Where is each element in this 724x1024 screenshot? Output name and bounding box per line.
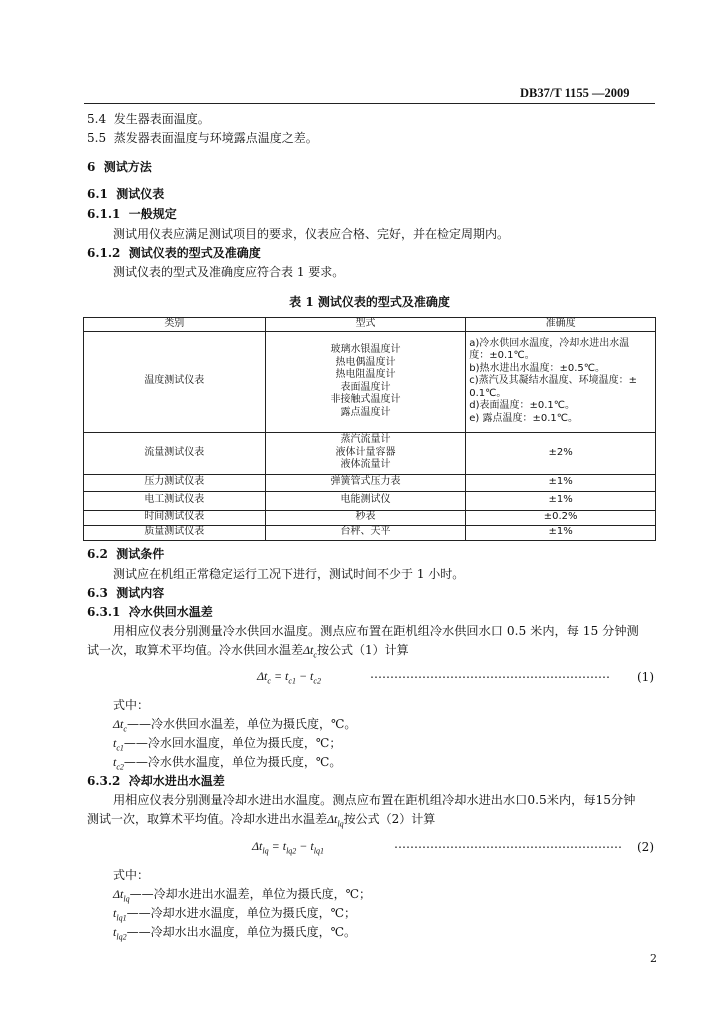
clause-5-4: 5.4 发生器表面温度。: [87, 112, 210, 126]
category-cell: 压力测试仪表: [84, 474, 266, 491]
where-2-item: $\Delta t_{lq}——$冷却水进出水温差，单位为摄氏度，℃；: [113, 887, 372, 904]
header-category: 类别: [84, 318, 266, 332]
accuracy-cell: ±1%: [466, 525, 656, 540]
section-6-3-2-heading: 6.3.2 冷却水进出水温差: [87, 774, 225, 788]
section-6-3-heading: 6.3 测试内容: [87, 586, 165, 600]
page-number: 2: [650, 952, 657, 965]
equation-1-number: (1): [637, 670, 654, 684]
section-6-2-heading: 6.2 测试条件: [87, 547, 165, 561]
section-6-1-heading: 6.1 测试仪表: [87, 187, 165, 201]
accuracy-cell: ±1%: [466, 491, 656, 510]
accuracy-cell: a)冷水供回水温度，冷却水进出水温 度：±0.1℃。 b)热水进出水温度：±0.5℃。 c)蒸汽及其凝结水温度、环境温度：± 0.1℃。 d)表面温度：±0.1℃。 e) 露点温度：±0.1℃。: [466, 331, 656, 432]
type-cell: 电能测试仪: [265, 491, 466, 510]
clause-5-5: 5.5 蒸发器表面温度与环境露点温度之差。: [87, 131, 318, 145]
table-row: [84, 525, 656, 540]
paragraph-6-3-1-line2: 试一次，取算术平均值。冷水供回水温差$\Delta t_c$按公式（1）计算: [87, 643, 409, 660]
type-cell: 台秤、天平: [265, 525, 466, 540]
section-6-heading: 6 测试方法: [87, 160, 152, 174]
table-header-row: [84, 318, 656, 332]
paragraph-6-2: 测试应在机组正常稳定运行工况下进行，测试时间不少于 1 小时。: [113, 567, 465, 581]
table-row: [84, 474, 656, 491]
section-6-1-2-heading: 6.1.2 测试仪表的型式及准确度: [87, 246, 261, 260]
section-6-3-1-heading: 6.3.1 冷水供回水温差: [87, 605, 213, 619]
equation-2-number: (2): [637, 840, 654, 854]
category-cell: 流量测试仪表: [84, 432, 266, 474]
equation-2-leader: …………………………………………………: [394, 837, 622, 851]
table-row: [84, 432, 656, 474]
type-cell: 秒表: [265, 510, 466, 525]
header-rule: [84, 103, 655, 104]
section-6-1-1-heading: 6.1.1 一般规定: [87, 207, 177, 221]
header-type: 型式: [265, 318, 466, 332]
paragraph-6-3-1-line1: 用相应仪表分别测量冷水供回水温度。测点应布置在距机组冷水供回水口 0.5 米内，每 15 分钟测: [113, 624, 639, 638]
instrument-table: [83, 317, 656, 541]
accuracy-cell: ±2%: [466, 432, 656, 474]
where-1: 式中：: [113, 698, 150, 712]
category-cell: 质量测试仪表: [84, 525, 266, 540]
paragraph-6-3-2-line2: 测试一次，取算术平均值。冷却水进出水温差$\Delta t_{lq}$按公式（2）计算: [87, 812, 436, 829]
where-2-item: $t_{lq1}——$冷却水进水温度，单位为摄氏度，℃；: [113, 906, 357, 923]
table-row: [84, 510, 656, 525]
equation-1-leader: ……………………………………………………: [370, 667, 610, 681]
where-2-item: $t_{lq2}——$冷却水出水温度，单位为摄氏度，℃。: [113, 925, 357, 942]
type-cell: 玻璃水银温度计 热电偶温度计 热电阻温度计 表面温度计 非接触式温度计 露点温度计: [265, 331, 466, 432]
paragraph-6-1-1: 测试用仪表应满足测试项目的要求，仪表应合格、完好，并在检定周期内。: [113, 227, 510, 241]
category-cell: 电工测试仪表: [84, 491, 266, 510]
table-row: [84, 331, 656, 432]
standard-number: DB37/T 1155 —2009: [520, 86, 630, 100]
header-accuracy: 准确度: [466, 318, 656, 332]
where-2: 式中：: [113, 868, 150, 882]
where-1-item: $t_{c1}——$冷水回水温度，单位为摄氏度，℃；: [113, 736, 342, 753]
paragraph-6-1-2: 测试仪表的型式及准确度应符合表 1 要求。: [113, 265, 345, 279]
accuracy-cell: ±0.2%: [466, 510, 656, 525]
category-cell: 温度测试仪表: [84, 331, 266, 432]
where-1-item: $t_{c2}——$冷水供水温度，单位为摄氏度，℃。: [113, 755, 342, 772]
type-cell: 弹簧管式压力表: [265, 474, 466, 491]
accuracy-cell: ±1%: [466, 474, 656, 491]
equation-1: $\Delta t_c = t_{c1} - t_{c2}$: [257, 669, 321, 686]
category-cell: 时间测试仪表: [84, 510, 266, 525]
table-row: [84, 491, 656, 510]
type-cell: 蒸汽流量计 液体计量容器 液体流量计: [265, 432, 466, 474]
paragraph-6-3-2-line1: 用相应仪表分别测量冷却水进出水温度。测点应布置在距机组冷却水进出水口0.5米内，每15分钟: [113, 793, 636, 807]
table-caption: 表 1 测试仪表的型式及准确度: [289, 295, 450, 309]
equation-2: $\Delta t_{lq} = t_{lq2} - t_{lq1}$: [252, 839, 324, 856]
where-1-item: $\Delta t_c——$冷水供回水温差，单位为摄氏度，℃。: [113, 717, 357, 734]
